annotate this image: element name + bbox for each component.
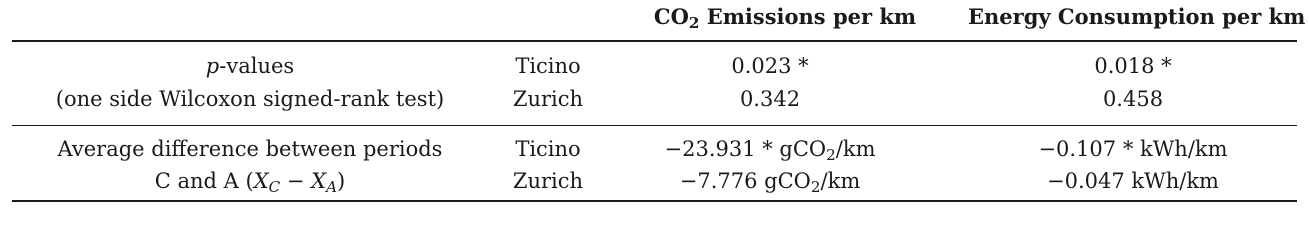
group2-label-line1: Average difference between periods	[57, 137, 443, 161]
group1-label-line2: (one side Wilcoxon signed-rank test)	[55, 87, 445, 111]
group1-energy-ticino: 0.018 *	[1094, 54, 1172, 78]
bottom-rule	[12, 200, 1297, 202]
group1-co2-ticino: 0.023 *	[731, 54, 809, 78]
group2-label-line2: C and A $(X_C - X_A)$	[154, 169, 346, 196]
group2-region-ticino: Ticino	[515, 137, 581, 161]
group2-energy-ticino: −0.107 * kWh/km	[1038, 137, 1228, 161]
group1-region-ticino: Ticino	[515, 54, 581, 78]
header-energy-consumption: Energy Consumption per km	[968, 4, 1306, 29]
group2-co2-zurich: −7.776 gCO$_2$/km	[679, 169, 861, 196]
header-rule	[12, 40, 1297, 42]
group1-region-zurich: Zurich	[512, 87, 584, 111]
group-separator-rule	[12, 125, 1297, 126]
group1-energy-zurich: 0.458	[1102, 87, 1164, 111]
group1-co2-zurich: 0.342	[739, 87, 801, 111]
group2-energy-zurich: −0.047 kWh/km	[1047, 169, 1219, 193]
group2-co2-ticino: −23.931 * gCO$_2$/km	[664, 137, 876, 164]
header-co2-emissions: $CO_2$ Emissions per km	[653, 4, 917, 32]
group2-region-zurich: Zurich	[512, 169, 584, 193]
group1-label-line1: p-values	[205, 54, 295, 78]
